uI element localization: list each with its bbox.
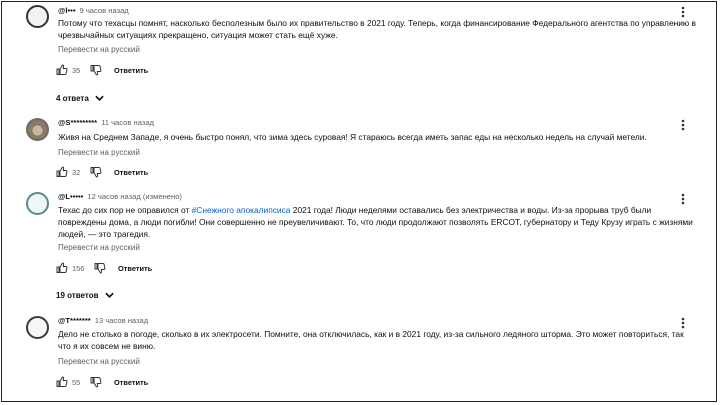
comment-author[interactable]: @S*********	[58, 118, 98, 127]
replies-count: 4 ответа	[56, 94, 89, 103]
hashtag-link[interactable]: #Снежного апокалипсиса	[191, 205, 291, 215]
reply-button[interactable]: Ответить	[114, 378, 149, 387]
more-vert-icon[interactable]	[681, 193, 685, 205]
replies-toggle[interactable]	[56, 94, 104, 103]
translate-link[interactable]: Перевести на русский	[58, 148, 140, 157]
thumbs-down-icon[interactable]	[90, 64, 102, 76]
comment-text: Дело не столько в погоде, сколько в их электросети. Помните, она отключилась, как и в 2021 году, из-за сильного ледяного шторма. Это может повториться, так что я их совсем не виню.	[58, 329, 684, 352]
avatar[interactable]	[26, 118, 49, 141]
comment-text: Потому что техасцы помнят, насколько бесполезным было их правительство в 2021 году. Теперь, когда финансирование Федерального агентства по управлению в чрезвычайных ситуациях прекращено, ситуация может стать ещё хуже.	[58, 18, 696, 41]
thumbs-down-icon[interactable]	[94, 262, 106, 274]
reply-button[interactable]: Ответить	[114, 168, 149, 177]
comment-time[interactable]: 11 часов назад	[101, 118, 154, 127]
chevron-down-icon	[105, 292, 114, 299]
thumbs-up-icon[interactable]	[56, 166, 68, 178]
reply-button[interactable]: Ответить	[118, 264, 153, 273]
comment-author[interactable]: @l•••	[58, 6, 76, 15]
like-count: 35	[72, 66, 81, 75]
translate-link[interactable]: Перевести на русский	[58, 45, 140, 54]
text-after-hashtag: 2021 года! Люди неделями оставались без электричества и воды. Из-за прорыва труб были повреждены дома, а люди погибли! Они совершенно не преувеличивают. То, что люди продолжают позволять ERCOT, губернатору и Теду Крузу играть с жизнями людей, — это трагедия.	[58, 205, 693, 240]
comment-author[interactable]: @L•••••	[58, 192, 84, 201]
avatar[interactable]	[26, 316, 49, 339]
thumbs-up-icon[interactable]	[56, 262, 68, 274]
replies-count: 19 ответов	[56, 291, 99, 300]
thumbs-down-icon[interactable]	[90, 166, 102, 178]
translate-link[interactable]: Перевести на русский	[58, 243, 140, 252]
text-before-hashtag: Техас до сих пор не оправился от	[58, 205, 192, 215]
comment-text: Живя на Среднем Западе, я очень быстро понял, что зима здесь суровая! Я стараюсь всегда иметь запас еды на несколько недель на случай метели.	[58, 132, 647, 142]
chevron-down-icon	[95, 95, 104, 102]
more-vert-icon[interactable]	[681, 6, 685, 18]
comment-time[interactable]: 9 часов назад	[79, 6, 129, 15]
replies-toggle[interactable]	[56, 291, 114, 300]
reply-button[interactable]: Ответить	[114, 66, 149, 75]
thumbs-down-icon[interactable]	[90, 376, 102, 388]
like-count: 156	[72, 264, 85, 273]
comment-text	[58, 204, 694, 241]
more-vert-icon[interactable]	[681, 317, 685, 329]
comment-time[interactable]: 13 часов назад	[94, 316, 149, 325]
translate-link[interactable]: Перевести на русский	[58, 357, 140, 366]
avatar[interactable]	[26, 192, 49, 215]
comment-author[interactable]: @T*******	[58, 316, 91, 325]
comment-time[interactable]: 12 часов назад (изменено)	[87, 192, 182, 201]
like-count: 55	[72, 378, 81, 387]
more-vert-icon[interactable]	[681, 119, 685, 131]
avatar[interactable]	[26, 5, 49, 28]
like-count: 32	[72, 168, 81, 177]
thumbs-up-icon[interactable]	[56, 376, 68, 388]
thumbs-up-icon[interactable]	[56, 64, 68, 76]
